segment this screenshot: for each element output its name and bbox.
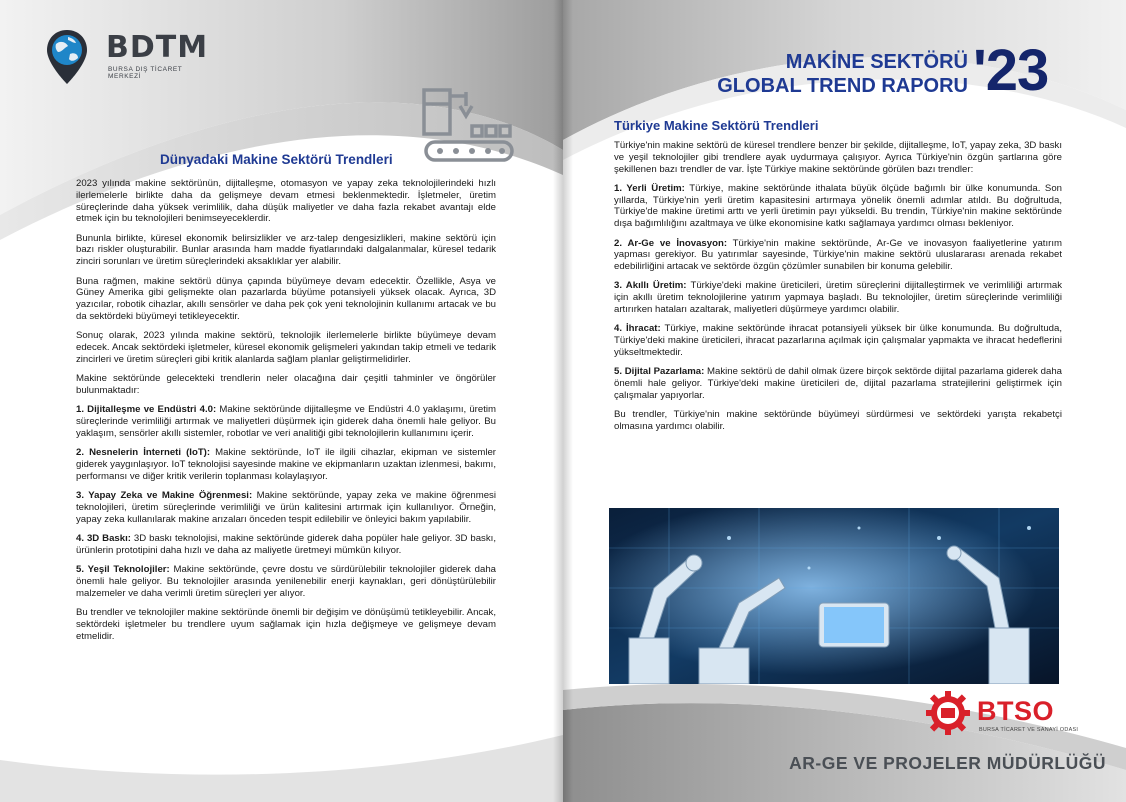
list-item xyxy=(614,280,1062,315)
list-item xyxy=(76,447,496,482)
item-text: Makine sektöründe dijitalleşme ve Endüstri 4.0 yaklaşımı, üretim süreçlerinde verimliliği artırmak ve maliyetleri düşürmek için giderek daha önemli hale geliyor. Bu yaklaşım, sensörler akıllı sistemler, robotlar ve veri analitiği gibi teknolojilerin kullanımını içerir. xyxy=(76,404,496,439)
list-item xyxy=(614,183,1062,230)
list-item xyxy=(76,404,496,439)
bdtm-logo xyxy=(44,28,214,88)
paragraph: Buna rağmen, makine sektörü dünya çapında büyümeye devam edecektir. Özellikle, Asya ve Güney Amerika gibi gelişmekte olan pazarlarda büyüme potansiyeli yüksek olacak. Ayrıca, 3D yazıcılar, robotik cihazlar, akıllı sensörler ve daha pek çok yeni teknolojinin kullanımı artacak ve bu da sektördeki büyümeyi tetikleyecektir. xyxy=(76,275,496,322)
item-title: 4. İhracat: xyxy=(614,323,661,335)
spine-shadow xyxy=(553,0,573,802)
right-heading: Türkiye Makine Sektörü Trendleri xyxy=(614,118,819,133)
title-line-1: MAKİNE SEKTÖRÜ xyxy=(785,51,968,73)
item-text: Türkiye'nin makine sektöründe, Ar-Ge ve inovasyon faaliyetlerine yatırım yapması gerekiyor. Bu yatırımlar sayesinde, Türkiye'nin makine sektörü uluslararası arenada rekabet edebilirliğini artacak ve sektörde özgün çözümler sunabilen bir konuma gelebilir. xyxy=(614,237,1062,273)
report-year: '23 xyxy=(973,38,1049,103)
item-text: Türkiye'deki makine üreticileri, üretim süreçlerini dijitalleştirmek ve verimliliği artırmak için akıllı üretim teknolojilerine yatırım yapmaya başladı. Bu teknolojiler, üretim süreçlerinde verimliliği artırırken hataları azaltarak, maliyetleri düşürmeye yardımcı olabilir. xyxy=(614,280,1063,316)
bdtm-name: BDTM xyxy=(106,30,209,65)
item-title: 3. Akıllı Üretim: xyxy=(614,280,687,292)
right-page xyxy=(563,0,1126,802)
list-item xyxy=(76,490,496,525)
paragraph: 2023 yılında makine sektörünün, dijitalleşme, otomasyon ve yapay zeka teknolojilerindeki hızlı ilerlemelerle birlikte daha da gelişmeye devam etmesi beklenmektedir. İşletmeler, üretim süreçlerinde daha yüksek verimlilik, daha düşük maliyetler ve daha fazla rekabet avantajı elde etmek için bu teknolojileri benimseyeceklerdir. xyxy=(76,178,496,225)
item-title: 1. Yerli Üretim: xyxy=(614,182,685,194)
item-text: 3D baskı teknolojisi, makine sektöründe giderek daha popüler hale geliyor. 3D baskı, ürünlerin prototipini daha hızlı ve daha az maliyetle üretmeyi mümkün kılıyor. xyxy=(76,532,496,556)
item-text: Türkiye, makine sektöründe ihracat potansiyeli yüksek bir ülke konumunda. Bu doğrultuda, Türkiye'deki makine üreticileri, ihracat pazarlarına açılmak için çalışmalar yapmakta ve ihracat hedeflerini yükseltmektedir. xyxy=(614,323,1063,358)
list-item xyxy=(76,533,496,557)
item-title: 3. Yapay Zeka ve Makine Öğrenmesi: xyxy=(76,490,253,502)
item-title: 1. Dijitalleşme ve Endüstri 4.0: xyxy=(76,404,217,416)
item-text: Makine sektöründe, yapay zeka ve makine öğrenmesi teknolojileri, üretim süreçlerinde verimliliği ve ürün kalitesini artırmak için kullanılıyor. Örneğin, yapay zeka kullanılarak makine arızaları önceden tespit edilebilir ve önleyici bakım yapılabilir. xyxy=(76,490,496,525)
department-footer: AR-GE VE PROJELER MÜDÜRLÜĞÜ xyxy=(789,753,1106,773)
paragraph: Bu trendler ve teknolojiler makine sektöründe önemli bir değişim ve dönüşümü tetikleyebilir. Ancak, sektördeki işletmeler bu trendlere uyum sağlamak için hızla değişmeye ve gelişmeye devam etmelidir. xyxy=(76,606,496,642)
paragraph: Bununla birlikte, küresel ekonomik belirsizlikler ve arz-talep dengesizlikleri, makine sektörü için bazı riskler oluşturabilir. Bunlar arasında ham madde fiyatlarındaki dalgalanmalar, küresel tedarik zinciri sorunları ve üretim süreçlerindeki aksaklıklar yer alabilir. xyxy=(76,232,496,268)
report-title xyxy=(668,50,968,98)
item-title: 4. 3D Baskı: xyxy=(76,532,131,544)
paragraph: Bu trendler, Türkiye'nin makine sektöründe büyümeyi sürdürmesi ve sektördeki yarışta rekabetçi olmasına yardımcı olabilir. xyxy=(614,409,1062,432)
item-title: 2. Ar-Ge ve İnovasyon: xyxy=(614,237,728,249)
item-text: Makine sektörü de dahil olmak üzere birçok sektörde dijital pazarlama giderek daha önemli hale geliyor. Türkiye'deki makine üreticileri de, dijital pazarlama stratejilerini geliştirmek için çalışmalar yapıyorlar. xyxy=(614,366,1062,401)
list-item xyxy=(76,564,496,599)
paragraph: Makine sektöründe gelecekteki trendlerin neler olacağına dair çeşitli tahminler ve öngörüler bulunmaktadır: xyxy=(76,373,496,396)
paragraph: Sonuç olarak, 2023 yılında makine sektörü, teknolojik ilerlemelerle birlikte büyümeye devam edecek. Ancak sektördeki işletmeler, küresel ekonomik gelişmeleri yakından takip etmeli ve tedarik zincirleri ve üretim süreçleri gibi kritik alanlarda sağlam planlar geliştirmelidirler. xyxy=(76,330,496,365)
left-body xyxy=(76,178,496,650)
item-title: 5. Yeşil Teknolojiler: xyxy=(76,564,170,576)
btso-subtitle: BURSA TİCARET VE SANAYİ ODASI xyxy=(979,727,1079,733)
conveyor-robot-icon xyxy=(420,86,516,166)
item-text: Türkiye, makine sektöründe ithalata büyük ölçüde bağımlı bir ülke konumunda. Son yıllarda, Türkiye'nin yerli üretim kapasitesini artırmaya yönelik önemli adımlar atıldı. Bu doğrultuda, Türkiye'de makine üretimi arttı ve yerli üretimin payı yükseldi. Bu trendin, Türkiye'nin makine sektöründe dışa bağımlılığını azaltmaya ve ülke ekonomisine katkı sağlamaya yardımcı olması bekleniyor. xyxy=(614,182,1063,230)
list-item xyxy=(614,238,1062,273)
title-line-2: GLOBAL TREND RAPORU xyxy=(717,75,968,97)
list-item xyxy=(614,366,1062,401)
bdtm-subtitle: BURSA DIŞ TİCARET MERKEZİ xyxy=(108,66,183,80)
item-title: 5. Dijital Pazarlama: xyxy=(614,366,705,378)
robot-arm-photo xyxy=(609,508,1059,684)
item-text: Makine sektöründe, çevre dostu ve sürdürülebilir teknolojiler giderek daha önemli hale geliyor. Bu teknolojiler arasında yenilenebilir enerji kaynakları, geri dönüştürülebilir malzemeler ve daha verimli üretim süreçleri yer alıyor. xyxy=(76,564,497,599)
item-text: Makine sektöründe, IoT ile ilgili cihazlar, ekipman ve sistemler giderek yaygınlaşıyor. IoT teknolojisi sayesinde makine ve ekipmanların uzaktan izlenmesi, bakımı, performansı ve diğer kritik verilerin toplanması kolaylaşıyor. xyxy=(76,447,496,482)
paragraph: Türkiye'nin makine sektörü de küresel trendlere benzer bir şekilde, dijitalleşme, IoT, yapay zeka, 3D baskı ve yeşil teknolojiler gibi trendlere ayak uydurmaya çalışıyor. Ayrıca Türkiye'nin özgün şartlarına göre şekillenen bazı trendler de var. İşte Türkiye makine sektöründe görülen bazı trendler: xyxy=(614,140,1062,175)
list-item xyxy=(614,323,1062,358)
btso-name: BTSO xyxy=(977,696,1055,726)
gear-icon xyxy=(925,690,971,736)
item-title: 2. Nesnelerin İnterneti (IoT): xyxy=(76,447,211,459)
right-body xyxy=(614,140,1062,440)
left-heading: Dünyadaki Makine Sektörü Trendleri xyxy=(160,152,393,167)
btso-logo xyxy=(925,690,1085,740)
globe-pin-icon xyxy=(44,28,90,86)
